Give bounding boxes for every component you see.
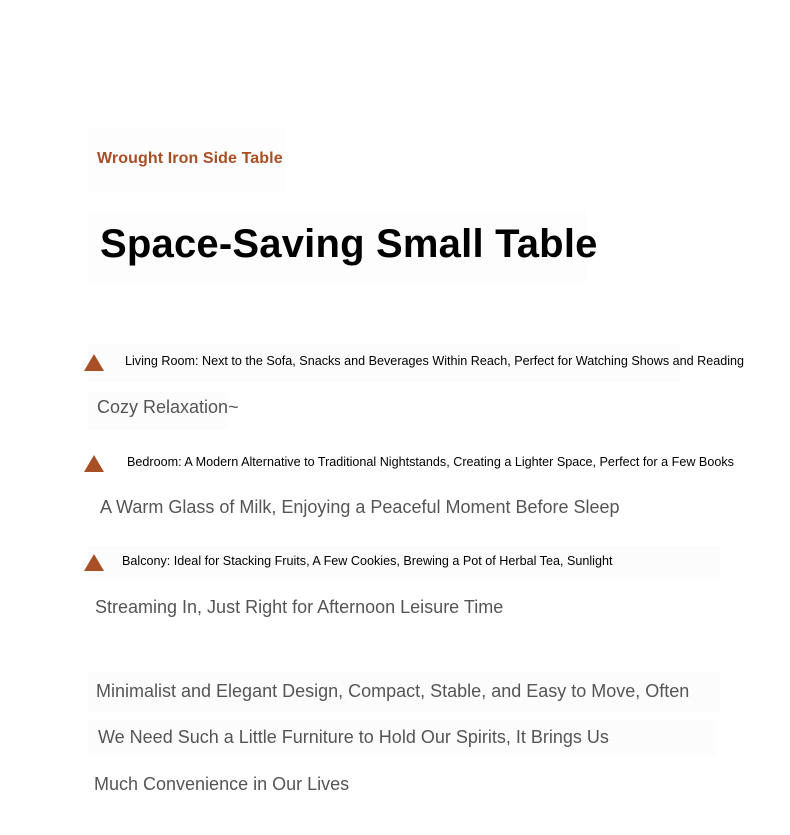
- bullet-detail: Cozy Relaxation~: [97, 397, 239, 417]
- bullet-heading: Bedroom: A Modern Alternative to Traditional Nightstands, Creating a Lighter Space, Perfect for a Few Books: [127, 455, 734, 469]
- bullet-heading: Balcony: Ideal for Stacking Fruits, A Few Cookies, Brewing a Pot of Herbal Tea, Sunlight: [122, 554, 613, 568]
- page-title: Space-Saving Small Table: [100, 222, 598, 266]
- title-block: [88, 210, 598, 282]
- bullet-heading: Living Room: Next to the Sofa, Snacks and Beverages Within Reach, Perfect for Watching Shows and Reading: [125, 354, 745, 368]
- triangle-icon: [84, 554, 104, 571]
- bullet-detail: Streaming In, Just Right for Afternoon Leisure Time: [95, 597, 504, 617]
- triangle-icon: [84, 455, 104, 472]
- bullet-detail: A Warm Glass of Milk, Enjoying a Peaceful Moment Before Sleep: [100, 497, 620, 517]
- closing-line: Much Convenience in Our Lives: [94, 774, 350, 794]
- subtitle-block: [88, 128, 286, 192]
- triangle-icon: [84, 354, 104, 371]
- closing-line: Minimalist and Elegant Design, Compact, Stable, and Easy to Move, Often: [96, 681, 690, 701]
- closing-line: We Need Such a Little Furniture to Hold Our Spirits, It Brings Us: [98, 727, 609, 747]
- subtitle: Wrought Iron Side Table: [97, 150, 283, 167]
